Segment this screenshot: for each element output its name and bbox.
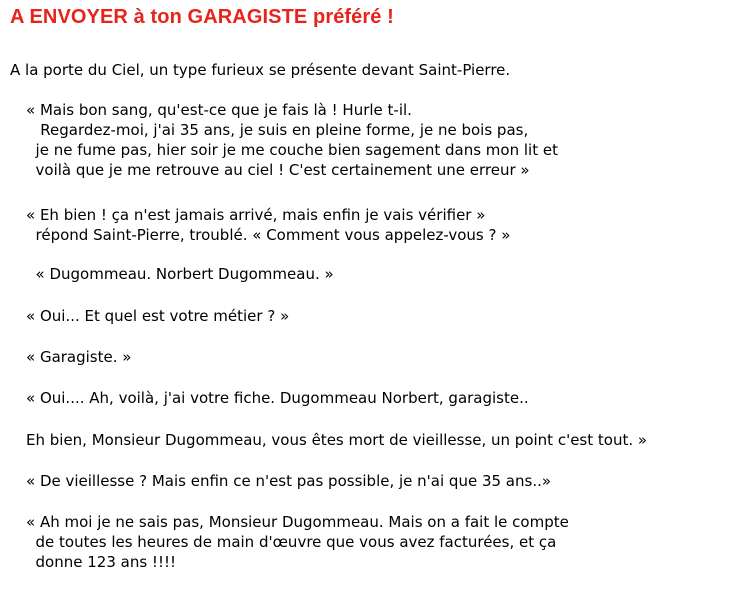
text-line: voilà que je me retrouve au ciel ! C'est certainement une erreur »: [26, 161, 530, 179]
paragraph-7: [26, 430, 647, 450]
text-line: « Oui.... Ah, voilà, j'ai votre fiche. Dugommeau Norbert, garagiste..: [26, 389, 529, 407]
paragraph-3: [26, 264, 334, 284]
paragraph-2: [26, 205, 510, 245]
text-line: je ne fume pas, hier soir je me couche bien sagement dans mon lit et: [26, 141, 558, 159]
text-line: « Oui... Et quel est votre métier ? »: [26, 307, 290, 325]
text-line: « Ah moi je ne sais pas, Monsieur Dugommeau. Mais on a fait le compte: [26, 513, 569, 531]
text-line: répond Saint-Pierre, troublé. « Comment vous appelez-vous ? »: [26, 226, 511, 244]
text-line: de toutes les heures de main d'œuvre que vous avez facturées, et ça: [26, 533, 557, 551]
text-line: donne 123 ans !!!!: [26, 553, 176, 571]
text-line: « Eh bien ! ça n'est jamais arrivé, mais enfin je vais vérifier »: [26, 206, 486, 224]
text-line: Regardez-moi, j'ai 35 ans, je suis en pleine forme, je ne bois pas,: [26, 121, 529, 139]
text-line: « De vieillesse ? Mais enfin ce n'est pas possible, je n'ai que 35 ans..»: [26, 472, 552, 490]
paragraph-6: [26, 388, 529, 408]
paragraph-9: [26, 512, 569, 572]
text-line: Eh bien, Monsieur Dugommeau, vous êtes mort de vieillesse, un point c'est tout. »: [26, 431, 648, 449]
text-line: « Garagiste. »: [26, 348, 132, 366]
paragraph-8: [26, 471, 551, 491]
paragraph-5: [26, 347, 131, 367]
text-line: « Dugommeau. Norbert Dugommeau. »: [26, 265, 334, 283]
paragraph-1: [26, 100, 558, 180]
page-title: A ENVOYER à ton GARAGISTE préféré !: [10, 6, 394, 28]
text-line: « Mais bon sang, qu'est-ce que je fais là ! Hurle t-il.: [26, 101, 412, 119]
intro-text: A la porte du Ciel, un type furieux se présente devant Saint-Pierre.: [10, 61, 511, 79]
paragraph-4: [26, 306, 289, 326]
